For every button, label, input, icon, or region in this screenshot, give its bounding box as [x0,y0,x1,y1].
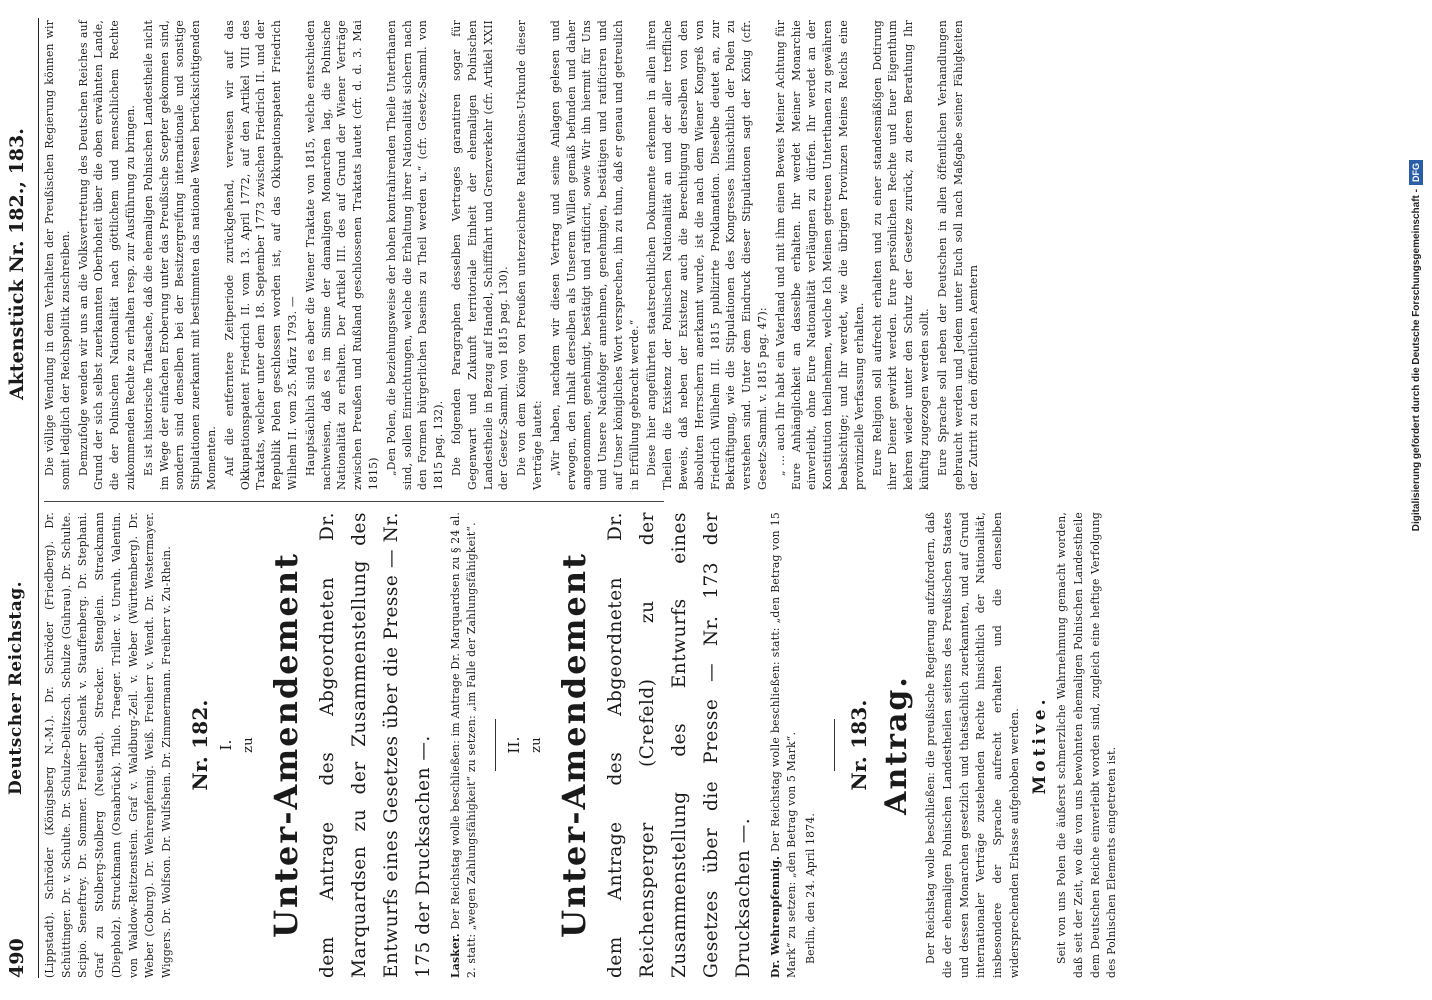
place-date: Berlin, den 24. April 1874. [803,812,817,964]
wehrenpfennig-motion [768,512,801,978]
document-number-header: Aktenstück Nr. 182., 183. [6,128,28,400]
right-column-paragraph: „Den Polen, die beziehungsweise der hohen kontrahirenden Theile Unterthanen sind, sollen Einrichtungen, welche die Erhaltung ihrer Nationalität sichern nach den Formen bürgerlichen Daseins zu Theil werden u.“ (cfr. Gesetz-Samml. von 1815 pag. 132). [384,20,446,490]
document-number-183: Nr. 183. [846,699,871,791]
amendment-body-2: dem Antrage des Abgeordneten Dr. Reichensperger (Crefeld) zu der Zusammenstellung des Entwurfs eines Gesetzes über die Presse — Nr. 173 der Drucksachen —. [604,512,754,978]
mover-name-lasker: Lasker. [448,933,462,978]
document-number-182: Nr. 182. [187,699,212,791]
divider-rule [495,719,496,771]
right-column-paragraph: Die folgenden Paragraphen desselben Vertrages garantiren sogar für Gegenwart und Zukunft territoriale Einheit der ehemaligen Polnischen Landestheile in Bezug auf Handel, Schifffahrt und Grenzverkehr (cfr. Artikel XXII der Gesetz-Samml. von 1815 pag. 130). [449,20,511,490]
right-column-paragraph: Hauptsächlich sind es aber die Wiener Traktate von 1815, welche entschieden nachweisen, daß es im Sinne der damaligen Monarchen lag, die Polnische Nationalität zu erhalten. Der Artikel III. des auf Grund der Wiener Verträge zwischen Preußen und Rußland geschlossenen Traktats lautet (cfr. d. d. 3. Mai 1815) [303,20,380,490]
right-column [42,20,984,490]
funding-note-text: Digitalisierung gefördert durch die Deutsche Forschungsgemeinschaft - [1410,189,1422,532]
mover-name-wehrenpfennig: Dr. Wehrenpfennig. [768,855,782,978]
right-column-paragraph: Auf die entferntere Zeitperiode zurückgehend, verweisen wir auf das Okkupationspatent Friedrich II. vom 13. April 1772, auf den Artikel VIII des Traktats, welcher unter dem 18. September 1773 zwischen Friedrich II. und der Republik Polen geschlossen worden ist, auf das Okkupationspatent Friedrich Wilhelm II. vom 25. März 1793. — [222,20,299,490]
amendment-body-1: dem Antrage des Abgeordneten Dr. Marquardsen zu der Zusammenstellung des Entwurfs eines Gesetzes über die Presse — Nr. 175 der Drucksachen —. [316,512,434,978]
left-column [42,512,1123,978]
right-column-paragraph: Demzufolge wenden wir uns an die Volksvertretung des Deutschen Reiches auf Grund der sich selbst zuerkannten Oberhoheit über die oben erwähnten Lande, die der Polnischen Nationalität nach göttlichem und menschlichem Rechte zukommenden Rechte zu erhalten resp. zur Ausführung zu bringen. [76,20,137,490]
wehrenpfennig-motion-text: Der Reichstag wolle beschließen: statt: „den Betrag von 15 Mark“ zu setzen: „den Betrag von 5 Mark“. [768,512,799,978]
dfg-logo: DFG [1409,160,1423,185]
right-column-paragraph: Die völlige Wendung in dem Verhalten der Preußischen Regierung können wir somit lediglich der Reichspolitik zuschreiben. [43,20,72,490]
right-column-paragraph: Die von dem Könige von Preußen unterzeichnete Ratifikations-Urkunde dieser Verträge lautet: [515,20,544,490]
right-column-paragraph: Eure Sprache soll neben der Deutschen in allen öffentlichen Verhandlungen gebraucht werden und Jedem unter Euch soll nach Maßgabe seiner Fähigkeiten der Zutritt zu den öffentlichen Aemtern [935,20,981,490]
zu-label-1: zu [241,737,257,753]
divider-rule-2 [834,719,835,771]
antrag-heading: Antrag. [879,675,915,815]
right-column-paragraph: Diese hier angeführten staatsrechtlichen Dokumente erkennen in allen ihren Theilen die Existenz der Polnischen Nationalität an und der aller treffliche Beweis, daß neben der Existenz auch die Berechtigung derselben von den absoluten Herrschern anerkannt wurde, ist die nach dem Wiener Kongreß von Friedrich Wilhelm III. 1815 publizirte Proklamation. Dieselbe deutet an, zur Bekräftigung, wie die Stipulationen des Kongresses hinsichtlich der Polen zu verstehen sind. Unter dem Eindruck dieser Stipulationen sagt der König (cfr. Gesetz-Samml. v. 1815 pag. 47): [645,20,770,490]
lasker-motion-text: Der Reichstag wolle beschließen: im Antrage Dr. Marquardsen zu § 24 al. 2. statt: „wegen Zahlungsfähigkeit“ zu setzen: „im Falle der Zahlungsfähigkeit“. [448,511,479,978]
section-ii: II. [505,736,524,754]
unter-amendement-heading-1: Unter-Amendement [266,552,305,938]
column-divider [44,501,664,502]
section-i: I. [217,739,236,751]
motive-text: Seit von uns Polen die äußerst schmerzliche Wahrnehmung gemacht worden, daß seit der Zeit, wo die von uns bewohnten ehemaligen Polnischen Landestheile dem Deutschen Reiche einverleibt worden sind, zugleich eine heftige Verfolgung des Polnischen Elements eingetreten ist. [1055,512,1119,978]
unter-amendement-heading-2: Unter-Amendement [554,552,593,938]
header-rule [38,18,39,978]
motive-heading: Motive. [1029,695,1050,795]
dfg-side-note [1404,160,1428,996]
page-number: 490 [6,938,28,978]
member-names-list: (Lippstadt). Schröder (Königsberg N.-M.). Dr. Schröder (Friedberg). Dr. Schüttinger. Dr. v. Schulte. Dr. Schulze-Delitzsch. Schulze (Guhrau). Dr. Schulte. Scipio. Seneftrey. Dr. Sommer. Freiherr Schenk v. Stauffenberg. Dr. Stephani. Graf zu Stolberg-Stolberg (Neustadt). Strecker. Stenglein. Strackmann (Diepholz). Struckmann (Osnabrück). Thilo. Traeger. Triller. v. Unruh. Valentin. von Waldow-Reitzenstein. Graf v. Waldburg-Zeil. v. Weber (Württemberg). Dr. Weber (Coburg). Dr. Wehrenpfennig. Weiß. Freiherr v. Wendt. Dr. Westermayer. Wiggers. Dr. Wolfson. Dr. Wulfshein. Dr. Zimmermann. Freiherr v. Zu-Rhein. [43,512,173,978]
right-column-paragraph: Es ist historische Thatsache, daß die ehemaligen Polnischen Landestheile nicht im Wege der einfachen Eroberung unter das Preußische Scepter gekommen sind, sondern sind denselben bei der Besitzergreifung internationale und sonstige Stipulationen zuerkannt mit bestimmten das nationale Wesen berücksichtigenden Momenten. [141,20,218,490]
running-title: Deutscher Reichstag. [6,580,26,795]
right-column-paragraph: „Wir haben, nachdem wir diesen Vertrag und seine Anlagen gelesen und erwogen, den Inhalt derselben als Unserem Willen gemäß befunden und daher angenommen, genehmigt, bestätigt und ratificirt, sowie Wir ihn hiermit für Uns und Unsere Nachfolger annehmen, genehmigen, bestätigen und ratificiren und auf Unser königliches Wort versprechen, ihn zu thun, daß er genau und getreulich in Erfüllung gebracht werde.“ [548,20,641,490]
right-column-paragraph: Eure Religion soll aufrecht erhalten und zu einer standesmäßigen Dotirung ihrer Diener gewirkt werden. Eure persönlichen Rechte und Euer Eigenthum kehren wieder unter den Schutz der Gesetze zurück, zu deren Berathung Ihr künftig zugezogen werden sollt. [870,20,932,490]
antrag-text: Der Reichstag wolle beschließen: die preußische Regierung aufzufordern, daß die der ehemaligen Polnischen Landestheilen seitens des Preußischen Staates und dessen Monarchen gesetzlich und thatsächlich zuerkannten, und auf Grund internationaler Verträge zustehenden Rechte hinsichtlich der Nationalität, insbesondere der Sprache aufrecht erhalten und die denselben widersprechenden Erlasse aufgehoben werden. [924,512,1021,978]
right-column-paragraph: „ … auch Ihr habt ein Vaterland und mit ihm einen Beweis Meiner Achtung für Eure Anhänglichkeit an dasselbe erhalten. Ihr werdet Meiner Monarchie einverleibt, ohne Eure Nationalität verläugnen zu dürfen. Ihr werdet an der Konstitution theilnehmen, welche Ich Meinen getreuen Unterthanen zu gewähren beabsichtige; und Ihr werdet, wie die übrigen Provinzen Meines Reichs eine provinzielle Verfassung erhalten. [773,20,866,490]
lasker-motion [448,512,481,978]
zu-label-2: zu [528,737,544,753]
